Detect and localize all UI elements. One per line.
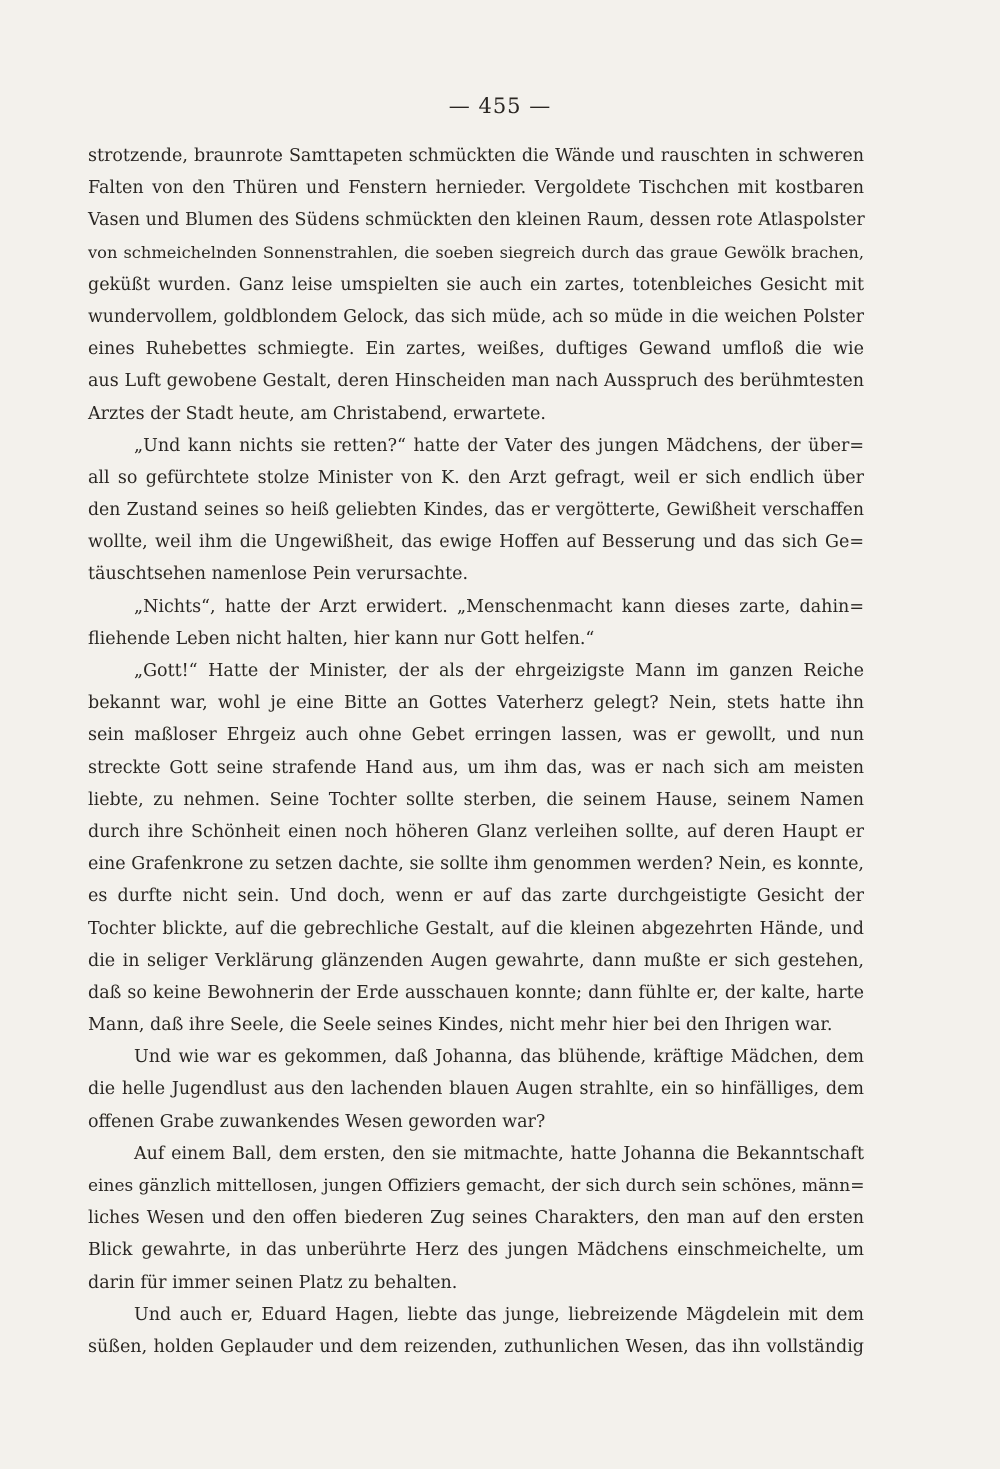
text-line: Mann, daß ihre Seele, die Seele seines Kindes, nicht mehr hier bei den Ihrigen war. xyxy=(88,1015,833,1036)
text-line: liches Wesen und den offen biederen Zug seines Charakters, den man auf den ersten xyxy=(88,1208,864,1229)
text-line: Vasen und Blumen des Südens schmückten den kleinen Raum, dessen rote Atlaspolster xyxy=(88,210,865,231)
body-text xyxy=(88,140,864,1363)
text-line: streckte Gott seine strafende Hand aus, um ihm das, was er nach sich am meisten xyxy=(88,757,864,778)
text-line: sein maßloser Ehrgeiz auch ohne Gebet erringen lassen, was er gewollt, und nun xyxy=(88,725,864,746)
text-line: Falten von den Thüren und Fenstern hernieder. Vergoldete Tischchen mit kostbaren xyxy=(88,178,864,199)
text-line: all so gefürchtete stolze Minister von K. den Arzt gefragt, weil er sich endlich über xyxy=(88,467,864,488)
text-line: Auf einem Ball, dem ersten, den sie mitmachte, hatte Johanna die Bekanntschaft xyxy=(134,1143,864,1164)
text-line: es durfte nicht sein. Und doch, wenn er auf das zarte durchgeistigte Gesicht der xyxy=(88,886,864,907)
text-line: „Nichts“, hatte der Arzt erwidert. „Menschenmacht kann dieses zarte, dahin= xyxy=(134,596,864,617)
text-line: den Zustand seines so heiß geliebten Kindes, das er vergötterte, Gewißheit verschaffen xyxy=(88,500,864,521)
text-line: von schmeichelnden Sonnenstrahlen, die soeben siegreich durch das graue Gewölk brachen, xyxy=(88,242,864,262)
text-line: liebte, zu nehmen. Seine Tochter sollte sterben, die seinem Hause, seinem Namen xyxy=(88,789,864,810)
text-line: fliehende Leben nicht halten, hier kann nur Gott helfen.“ xyxy=(88,628,595,649)
text-line: offenen Grabe zuwankendes Wesen geworden war? xyxy=(88,1111,546,1132)
text-line: Und wie war es gekommen, daß Johanna, das blühende, kräftige Mädchen, dem xyxy=(134,1047,864,1068)
text-line: durch ihre Schönheit einen noch höheren Glanz verleihen sollte, auf deren Haupt er xyxy=(88,821,864,842)
text-line: „Gott!“ Hatte der Minister, der als der ehrgeizigste Mann im ganzen Reiche xyxy=(134,661,864,681)
text-line: aus Luft gewobene Gestalt, deren Hinscheiden man nach Ausspruch des berühmtesten xyxy=(88,371,864,392)
text-line: geküßt wurden. Ganz leise umspielten sie auch ein zartes, totenbleiches Gesicht mit xyxy=(88,274,864,295)
text-line: eines Ruhebettes schmiegte. Ein zartes, weißes, duftiges Gewand umfloß die wie xyxy=(88,339,864,360)
text-line: eine Grafenkrone zu setzen dachte, sie sollte ihm genommen werden? Nein, es konnte, xyxy=(88,854,864,875)
text-line: bekannt war, wohl je eine Bitte an Gottes Vaterherz gelegt? Nein, stets hatte ihn xyxy=(88,693,864,714)
text-line: Arztes der Stadt heute, am Christabend, erwartete. xyxy=(88,403,546,424)
text-line: strotzende, braunrote Samttapeten schmückten die Wände und rauschten in schweren xyxy=(88,146,864,166)
text-line: wundervollem, goldblondem Gelock, das sich müde, ach so müde in die weichen Polster xyxy=(88,306,864,327)
text-line: daß so keine Bewohnerin der Erde ausschauen konnte; dann fühlte er, der kalte, harte xyxy=(88,982,864,1003)
text-line: die helle Jugendlust aus den lachenden blauen Augen strahlte, ein so hinfälliges, dem xyxy=(88,1079,864,1100)
text-line: Und auch er, Eduard Hagen, liebte das junge, liebreizende Mägdelein mit dem xyxy=(134,1304,864,1325)
page-number: — 455 — xyxy=(448,94,552,118)
text-line: darin für immer seinen Platz zu behalten. xyxy=(88,1272,458,1293)
text-line: die in seliger Verklärung glänzenden Augen gewahrte, dann mußte er sich gestehen, xyxy=(88,950,864,971)
text-line: süßen, holden Geplauder und dem reizenden, zuthunlichen Wesen, das ihn vollständig xyxy=(88,1336,864,1357)
text-line: „Und kann nichts sie retten?“ hatte der Vater des jungen Mädchens, der über= xyxy=(134,435,864,456)
text-line: Blick gewahrte, in das unberührte Herz des jungen Mädchens einschmeichelte, um xyxy=(88,1240,864,1261)
text-line: Tochter blickte, auf die gebrechliche Gestalt, auf die kleinen abgezehrten Hände, und xyxy=(88,918,864,939)
text-line: wollte, weil ihm die Ungewißheit, das ewige Hoffen auf Besserung und das sich Ge= xyxy=(88,532,864,553)
text-line: täuschtsehen namenlose Pein verursachte. xyxy=(88,564,469,585)
text-line: eines gänzlich mittellosen, jungen Offiziers gemacht, der sich durch sein schönes, männ= xyxy=(88,1176,865,1196)
